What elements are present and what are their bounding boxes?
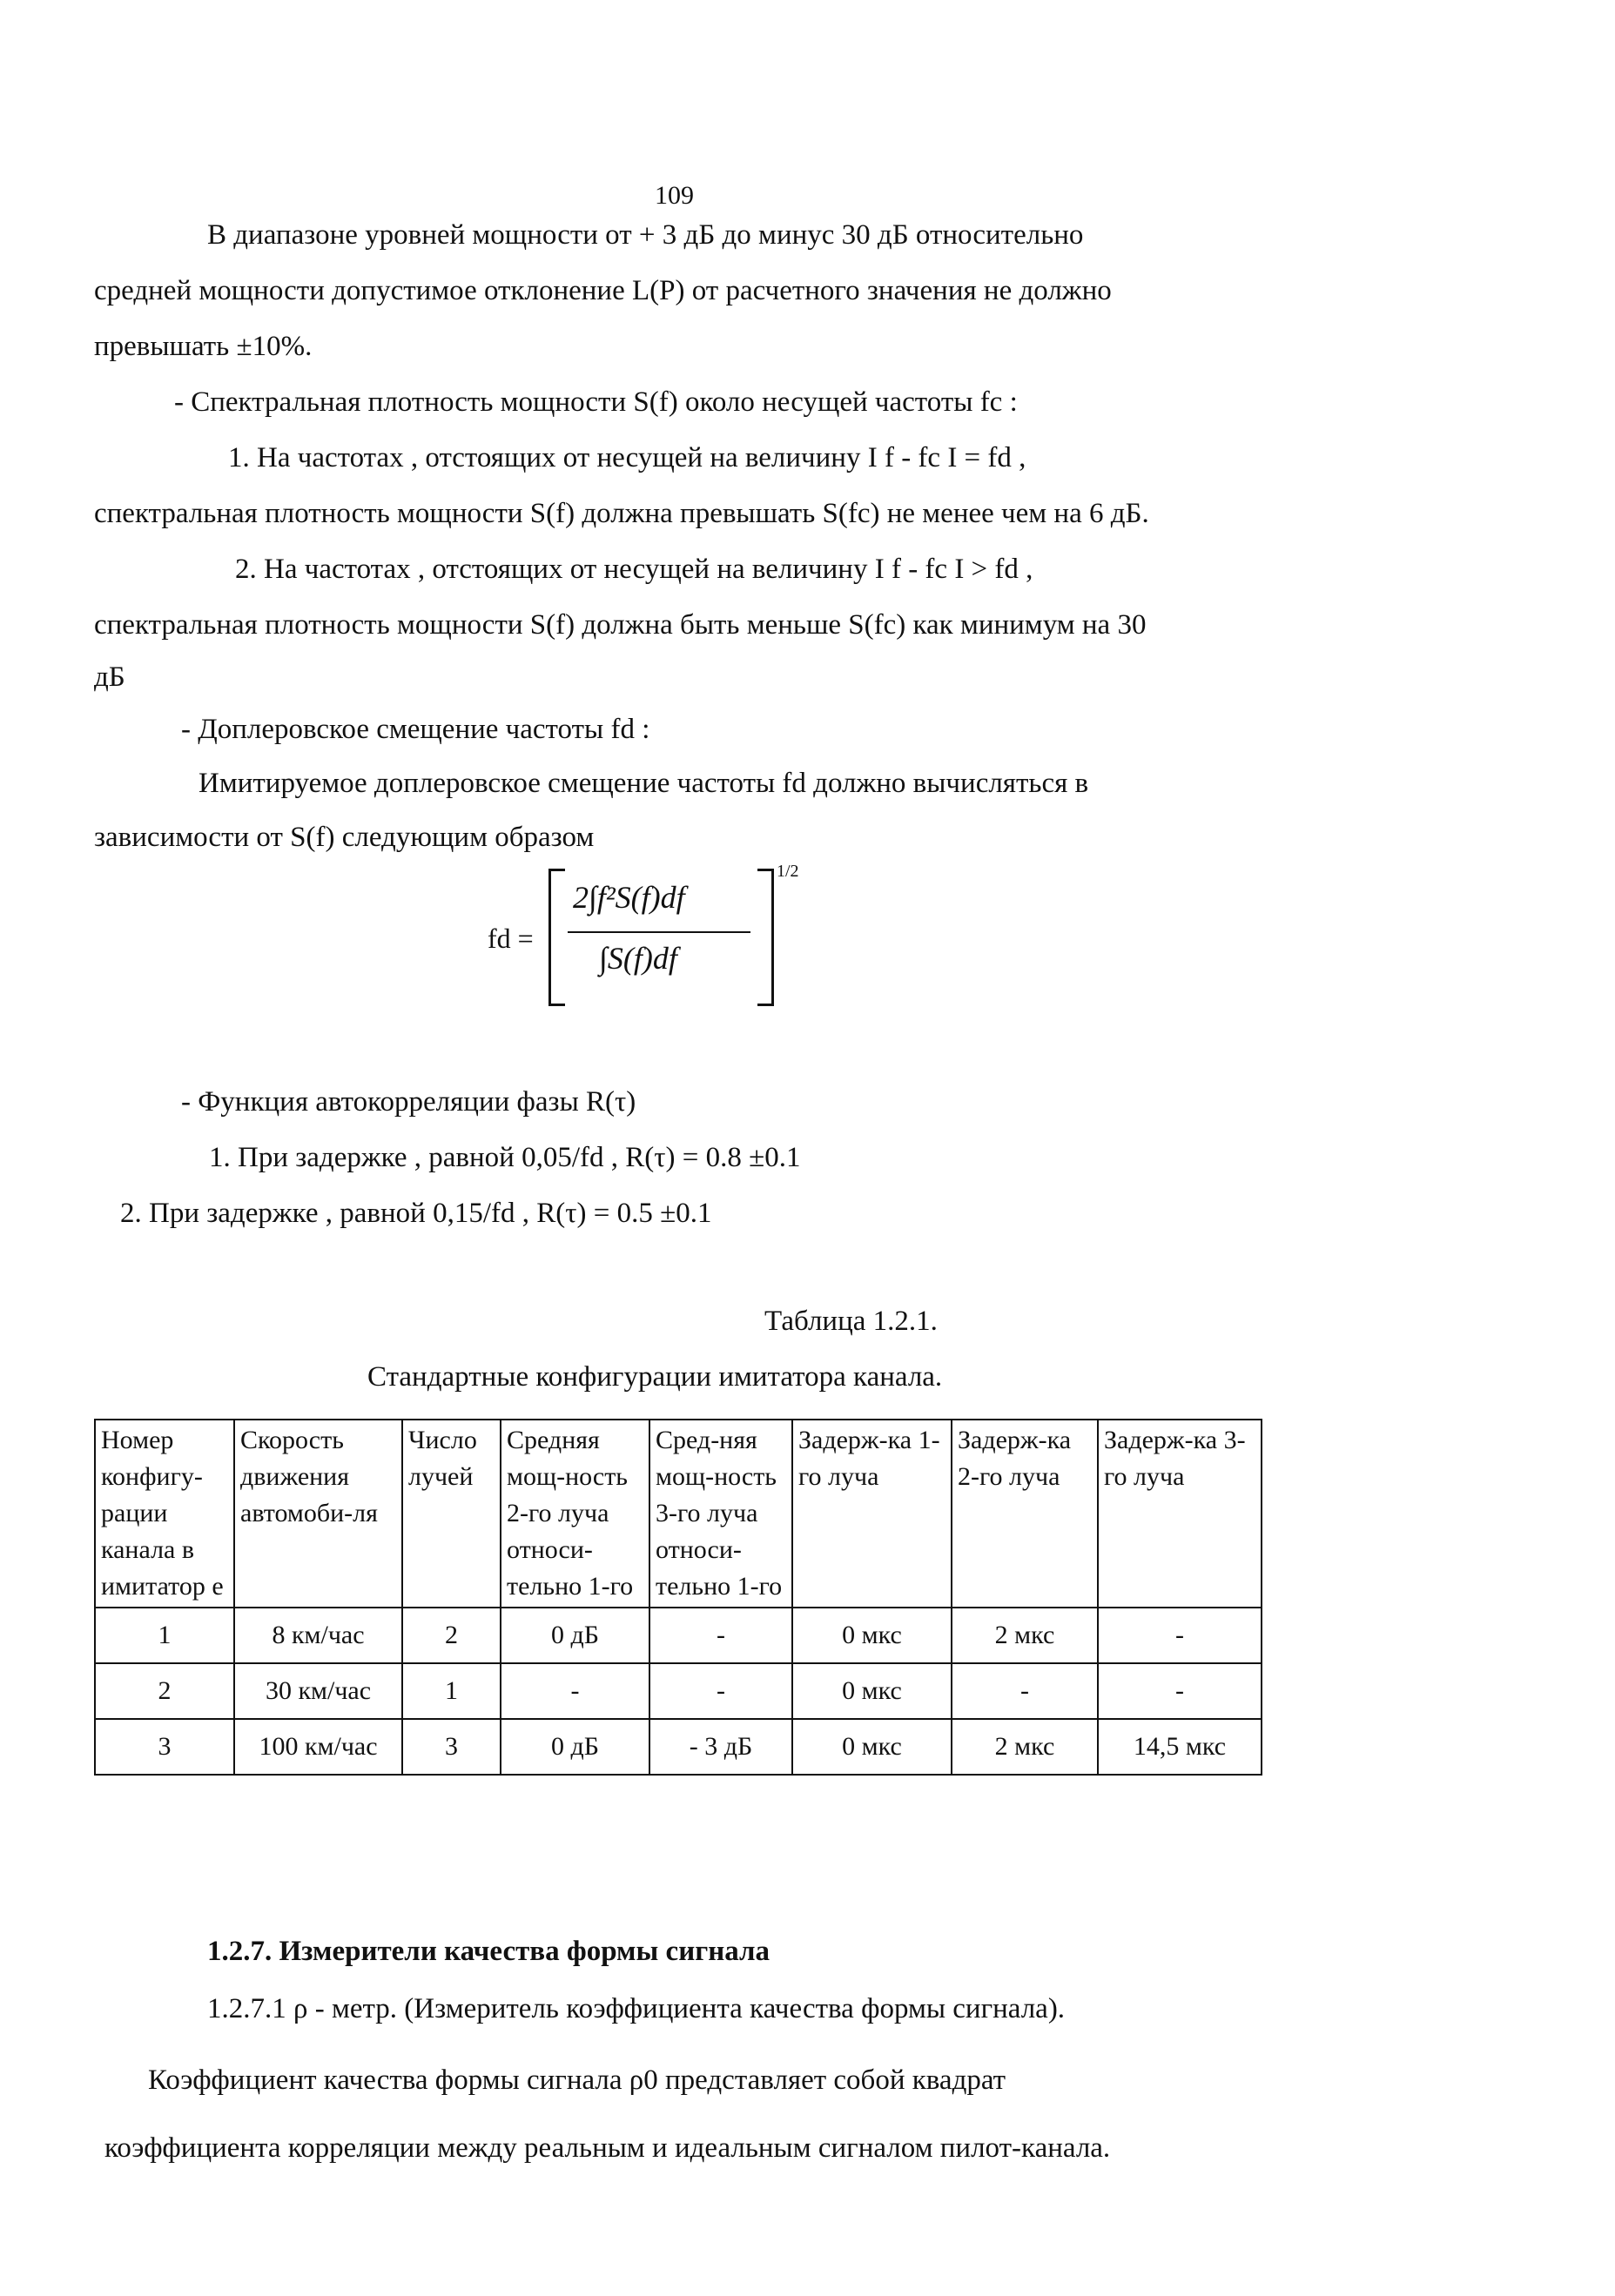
table-cell: 2 мкс xyxy=(952,1719,1098,1775)
section-heading: 1.2.7. Измерители качества формы сигнала xyxy=(207,1936,770,1967)
paragraph-line: Имитируемое доплеровское смещение частоты fd должно вычисляться в xyxy=(199,768,1089,799)
header-cell: Скорость движения автомоби-ля xyxy=(234,1420,402,1608)
table-cell: 0 мкс xyxy=(792,1663,952,1719)
header-cell: Средняя мощ-ность 2-го луча относи-тельно 1-го xyxy=(501,1420,649,1608)
paragraph-line: спектральная плотность мощности S(f) должна быть меньше S(fc) как минимум на 30 xyxy=(94,609,1147,641)
table-cell: 0 дБ xyxy=(501,1608,649,1663)
table-cell: - xyxy=(649,1663,792,1719)
header-cell: Номер конфигу-рации канала в имитатор е xyxy=(95,1420,234,1608)
paragraph-line: 2. На частотах , отстоящих от несущей на величину I f - fc I > fd , xyxy=(235,554,1033,585)
table-cell: - xyxy=(952,1663,1098,1719)
table-cell: 0 мкс xyxy=(792,1608,952,1663)
paragraph-line: - Спектральная плотность мощности S(f) около несущей частоты fc : xyxy=(174,386,1018,418)
paragraph-line: спектральная плотность мощности S(f) должна превышать S(fc) не менее чем на 6 дБ. xyxy=(94,498,1149,529)
header-cell: Сред-няя мощ-ность 3-го луча относи-тельно 1-го xyxy=(649,1420,792,1608)
config-table xyxy=(94,1419,1262,1776)
formula-lhs: fd = xyxy=(488,923,534,954)
closing-line: коэффициента корреляции между реальным и идеальным сигналом пилот-канала. xyxy=(104,2132,1111,2164)
table-cell: 0 дБ xyxy=(501,1719,649,1775)
table-row xyxy=(95,1719,1262,1775)
table-cell: - xyxy=(501,1663,649,1719)
table-row xyxy=(95,1663,1262,1719)
table-cell: 3 xyxy=(402,1719,501,1775)
left-bracket xyxy=(548,869,565,1006)
autocorr-line: 1. При задержке , равной 0,05/fd , R(τ) = 0.8 ±0.1 xyxy=(209,1142,801,1173)
fraction-bar xyxy=(568,931,750,933)
autocorr-line: - Функция автокорреляции фазы R(τ) xyxy=(181,1086,636,1118)
paragraph-line: зависимости от S(f) следующим образом xyxy=(94,822,595,853)
table-cell: 1 xyxy=(402,1663,501,1719)
paragraph-line: - Доплеровское смещение частоты fd : xyxy=(181,714,650,745)
paragraph-line: В диапазоне уровней мощности от + 3 дБ до минус 30 дБ относительно xyxy=(207,219,1084,251)
table-cell: - 3 дБ xyxy=(649,1719,792,1775)
table-cell: - xyxy=(1098,1663,1262,1719)
right-bracket xyxy=(757,869,774,1006)
table-caption: Таблица 1.2.1. xyxy=(764,1306,938,1337)
table-title: Стандартные конфигурации имитатора канала. xyxy=(367,1361,943,1393)
paragraph-line: превышать ±10%. xyxy=(94,331,313,362)
table-cell: 30 км/час xyxy=(234,1663,402,1719)
formula-denominator: ∫S(f)df xyxy=(599,941,677,976)
autocorr-line: 2. При задержке , равной 0,15/fd , R(τ) = 0.5 ±0.1 xyxy=(120,1198,712,1229)
table-cell: 2 мкс xyxy=(952,1608,1098,1663)
header-cell: Задерж-ка 1-го луча xyxy=(792,1420,952,1608)
table-cell: 14,5 мкс xyxy=(1098,1719,1262,1775)
page-number: 109 xyxy=(655,181,694,210)
doppler-formula xyxy=(488,862,818,1010)
table-cell: 8 км/час xyxy=(234,1608,402,1663)
paragraph-line: 1. На частотах , отстоящих от несущей на величину I f - fc I = fd , xyxy=(228,442,1026,473)
table-cell: 100 км/час xyxy=(234,1719,402,1775)
paragraph-line: средней мощности допустимое отклонение L(P) от расчетного значения не должно xyxy=(94,275,1112,306)
formula-exponent: 1/2 xyxy=(777,862,799,881)
table-cell: 2 xyxy=(95,1663,234,1719)
table-header-row xyxy=(95,1420,1262,1608)
header-cell: Задерж-ка 3-го луча xyxy=(1098,1420,1262,1608)
table-cell: - xyxy=(1098,1608,1262,1663)
header-cell: Число лучей xyxy=(402,1420,501,1608)
formula-numerator: 2∫f²S(f)df xyxy=(573,880,685,915)
table-cell: 2 xyxy=(402,1608,501,1663)
subsection-line: 1.2.7.1 ρ - метр. (Измеритель коэффициента качества формы сигнала). xyxy=(207,1993,1066,2024)
table-cell: 3 xyxy=(95,1719,234,1775)
closing-line: Коэффициент качества формы сигнала ρ0 представляет собой квадрат xyxy=(148,2064,1006,2096)
header-cell: Задерж-ка 2-го луча xyxy=(952,1420,1098,1608)
table-row xyxy=(95,1608,1262,1663)
table-cell: 0 мкс xyxy=(792,1719,952,1775)
table-cell: 1 xyxy=(95,1608,234,1663)
paragraph-line: дБ xyxy=(94,661,125,693)
table-cell: - xyxy=(649,1608,792,1663)
